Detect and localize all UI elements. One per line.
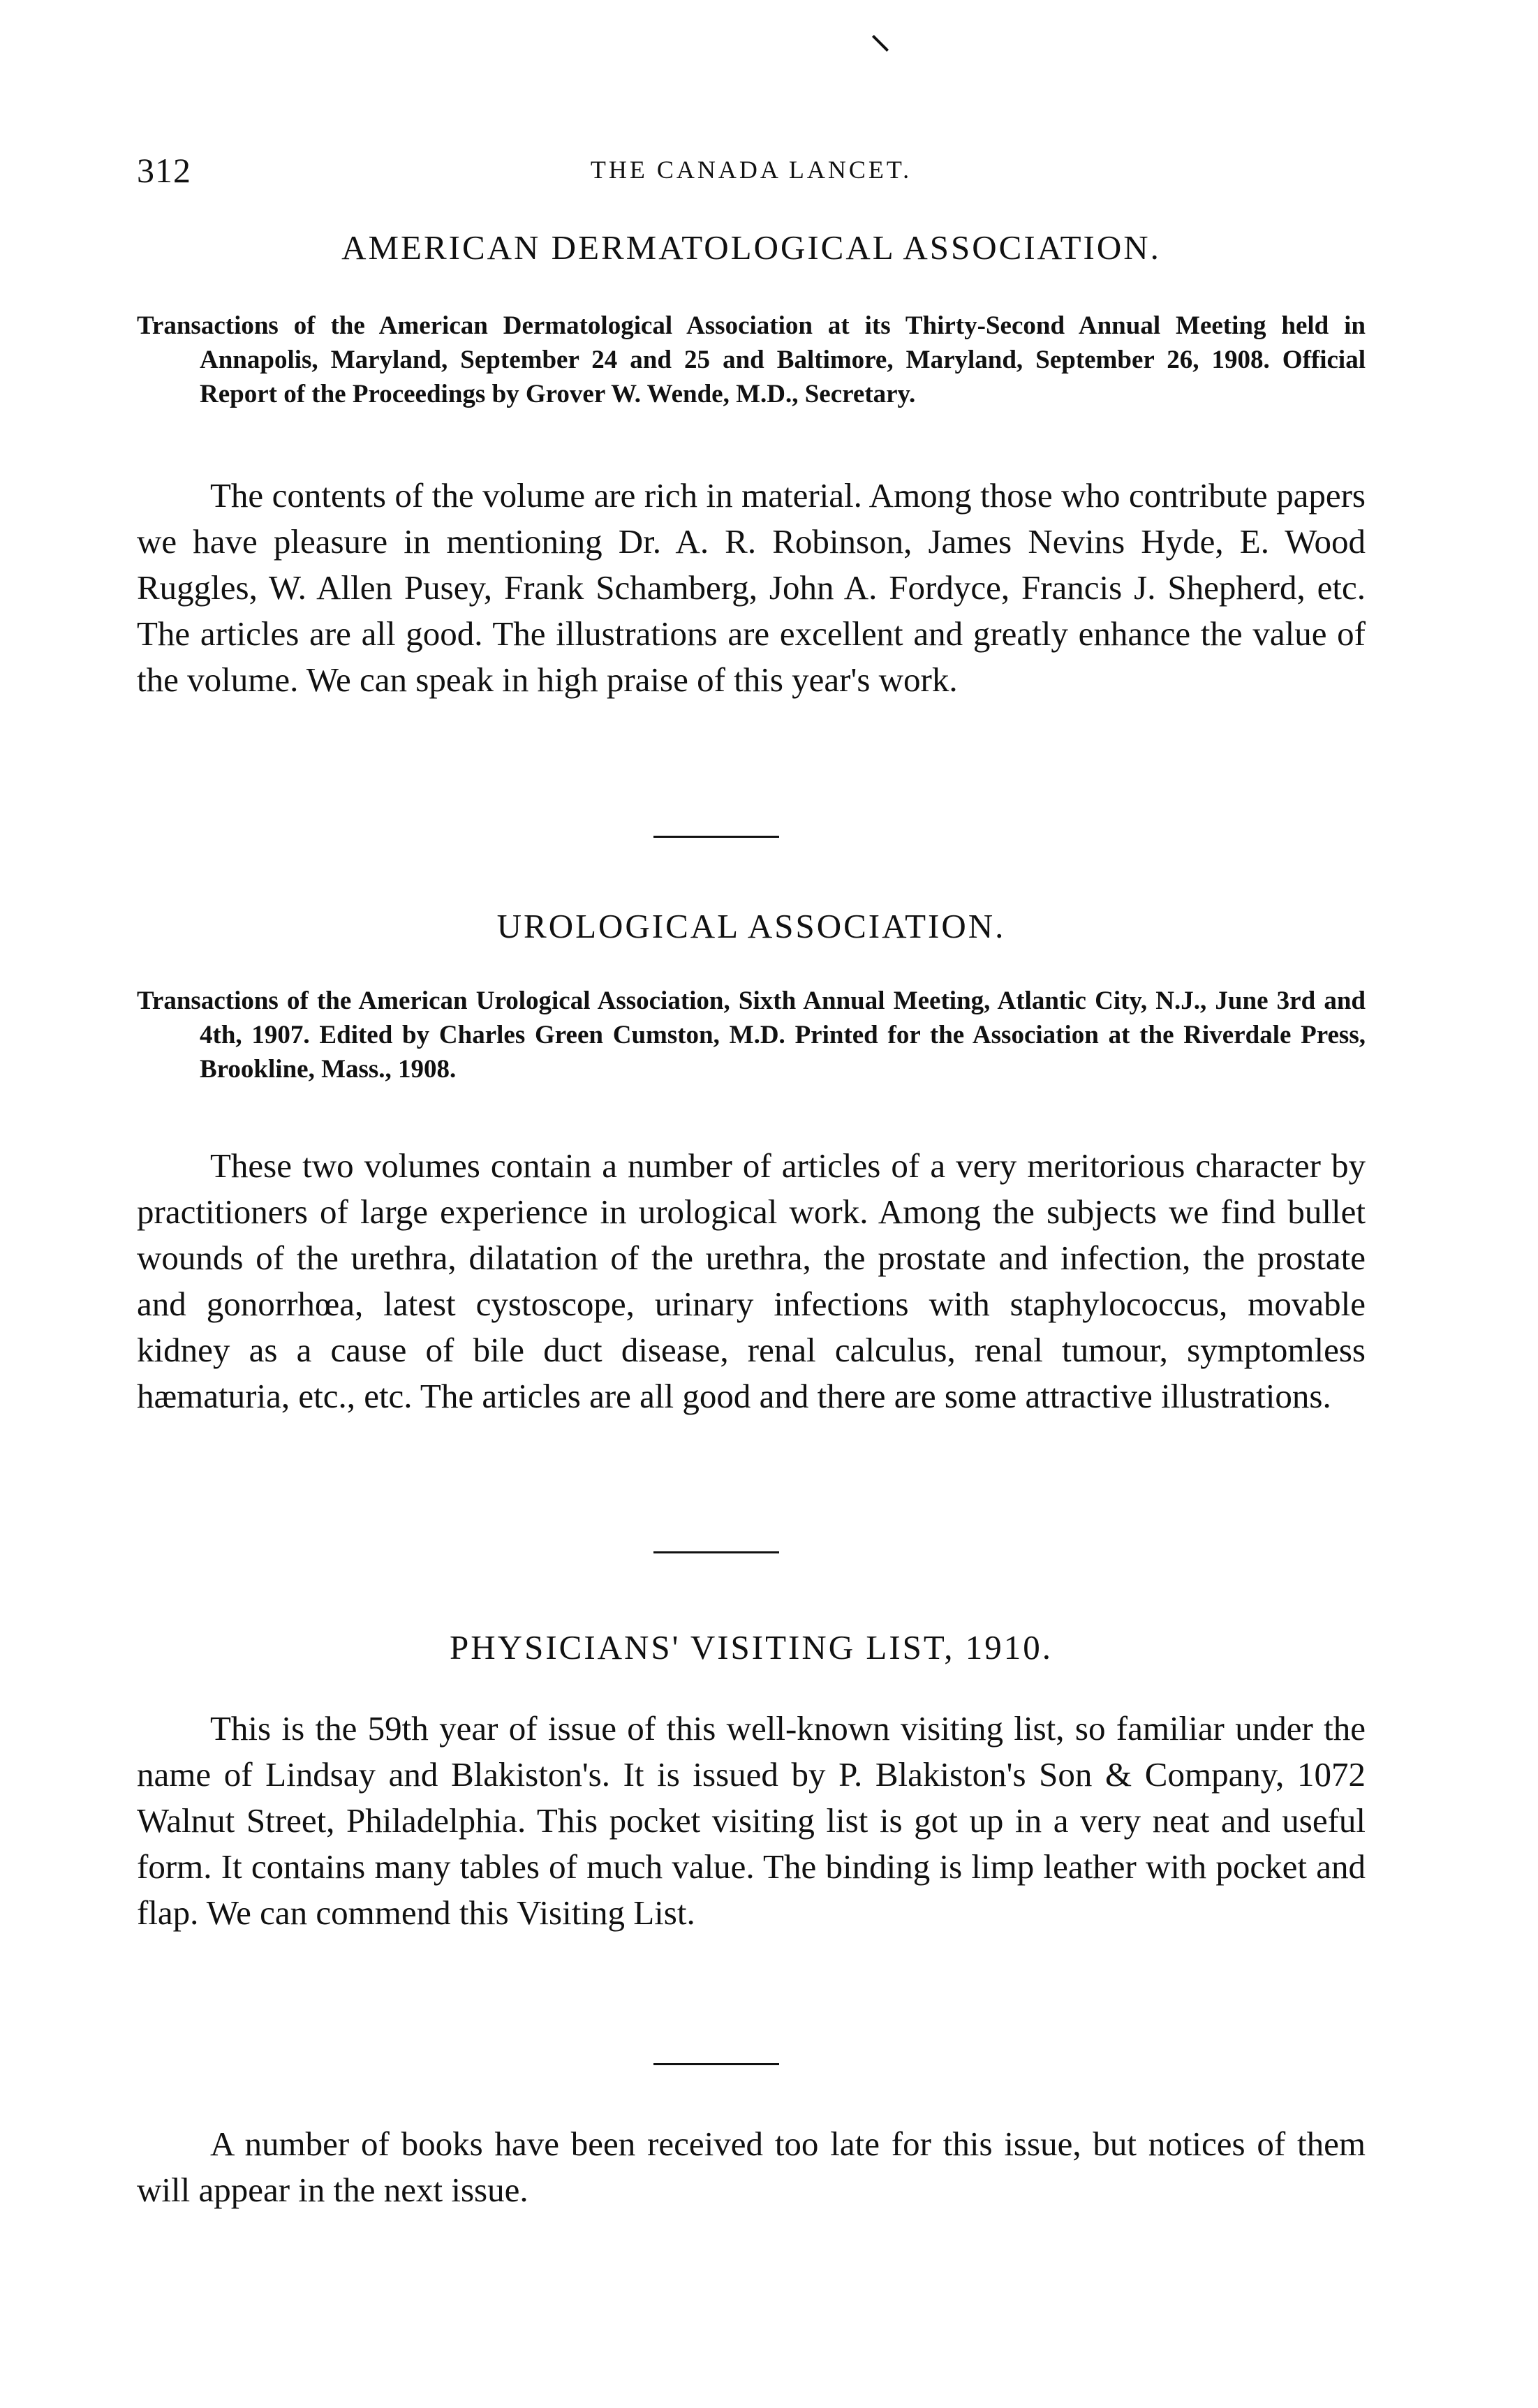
section-divider (653, 1551, 779, 1553)
citation-dermatological (137, 309, 1366, 411)
section-title-urological: UROLOGICAL ASSOCIATION. (496, 907, 1006, 945)
citation-text: Transactions of the American Dermatological Association at its Thirty-Second Annual Meeting held in Annapolis, Maryland, September 24 and 25 and Baltimore, Maryland, September 26, 1908. Official Report of the Proceedings by Grover W. Wende, M.D., Secretary. (137, 311, 1366, 408)
printer-mark (872, 35, 889, 52)
running-head: THE CANADA LANCET. (590, 156, 912, 184)
page-number: 312 (137, 151, 191, 190)
section-title-dermatological: AMERICAN DERMATOLOGICAL ASSOCIATION. (341, 228, 1161, 267)
citation-urological (137, 984, 1366, 1086)
review-urological: These two volumes contain a number of articles of a very meritorious character by practitioners of large experience in urological work. Among the subjects we find bullet wounds of the urethra, dilatation of the urethra, the prostate and infection, the prostate and gonorrhœa, latest cystoscope, urinary infections with staphylococcus, movable kidney as a cause of bile duct disease, renal calculus, renal tumour, symptomless hæmaturia, etc., etc. The articles are all good and there are some attractive illustrations. (137, 1146, 1366, 1415)
citation-text: Transactions of the American Urological Association, Sixth Annual Meeting, Atlantic City, N.J., June 3rd and 4th, 1907. Edited by Charles Green Cumston, M.D. Printed for the Association at the Riverdale Press, Brookline, Mass., 1908. (137, 987, 1366, 1084)
section-title-visiting-list: PHYSICIANS' VISITING LIST, 1910. (450, 1628, 1053, 1667)
section-divider (653, 836, 779, 838)
journal-page (137, 0, 1366, 2408)
review-dermatological: The contents of the volume are rich in material. Among those who contribute papers we have pleasure in mentioning Dr. A. R. Robinson, James Nevins Hyde, E. Wood Ruggles, W. Allen Pusey, Frank Schamberg, John A. Fordyce, Francis J. Shepherd, etc. The articles are all good. The illustrations are excellent and greatly enhance the value of the volume. We can speak in high praise of this year's work. (137, 476, 1366, 699)
review-visiting-list: This is the 59th year of issue of this well-known visiting list, so familiar under the name of Lindsay and Blakiston's. It is issued by P. Blakiston's Son & Company, 1072 Walnut Street, Philadelphia. This pocket visiting list is got up in a very neat and useful form. It contains many tables of much value. The binding is limp leather with pocket and flap. We can commend this Visiting List. (137, 1709, 1366, 1932)
section-divider (653, 2063, 779, 2065)
closing-note: A number of books have been received too late for this issue, but notices of them will appear in the next issue. (137, 2125, 1366, 2209)
